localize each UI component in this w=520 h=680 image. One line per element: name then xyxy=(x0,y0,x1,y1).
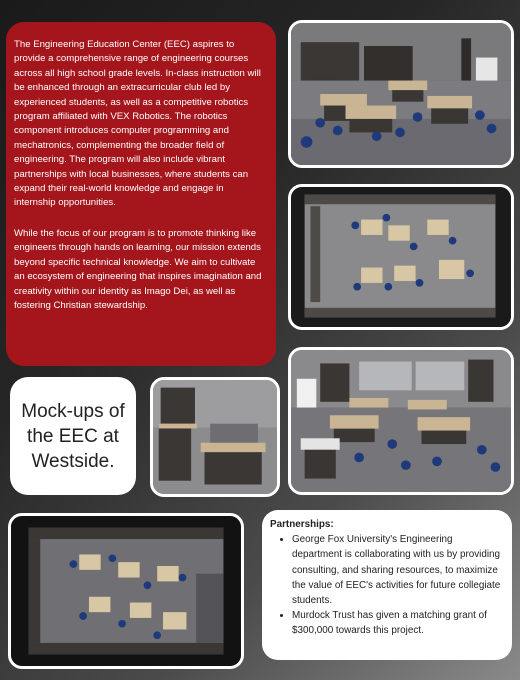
classroom-render-windows-photo xyxy=(288,347,514,495)
about-paragraph-2: While the focus of our program is to promote thinking like engineers through hands on learning, our mission extends beyond specific technical knowledge. We aim to cultivate an ecosystem of engineering that inspires imagination and creativity within our identity as Imago Dei, as well as fostering Christian stewardship. xyxy=(14,227,262,311)
counter-render-photo xyxy=(150,377,280,497)
partnerships-heading: Partnerships: xyxy=(270,519,334,530)
about-paragraph-1: The Engineering Education Center (EEC) aspires to provide a comprehensive range of engineering courses across all high school grade levels. In-class instruction will be enhanced through an extracurricular club led by experienced students, as well as a competitive robotics program affiliated with VEX Robotics. The robotics component introduces computer programming and mechatronics, complementing the broader field of engineering. The program will also include vibrant partnerships with local businesses, where students can expand their real-world knowledge and engage in internship opportunities. xyxy=(14,39,261,209)
mockup-caption-box xyxy=(10,377,136,495)
classroom-render-night-topdown-photo xyxy=(8,513,244,669)
partnerships-list xyxy=(270,532,502,638)
partnerships-panel xyxy=(262,510,512,660)
mockup-caption: Mock-ups of the EEC at Westside. xyxy=(21,400,125,472)
partnership-item-george-fox: • George Fox University's Engineering department is collaborating with us by providing consulting, and sharing resources, to maximize the value of EEC's activities for future collegiate students. xyxy=(292,532,502,608)
classroom-render-perspective-photo xyxy=(288,20,514,168)
partnership-item-murdock-trust: • Murdock Trust has given a matching grant of $300,000 towards this project. xyxy=(292,608,502,638)
about-text-panel xyxy=(6,22,276,366)
classroom-render-topdown-photo xyxy=(288,184,514,330)
